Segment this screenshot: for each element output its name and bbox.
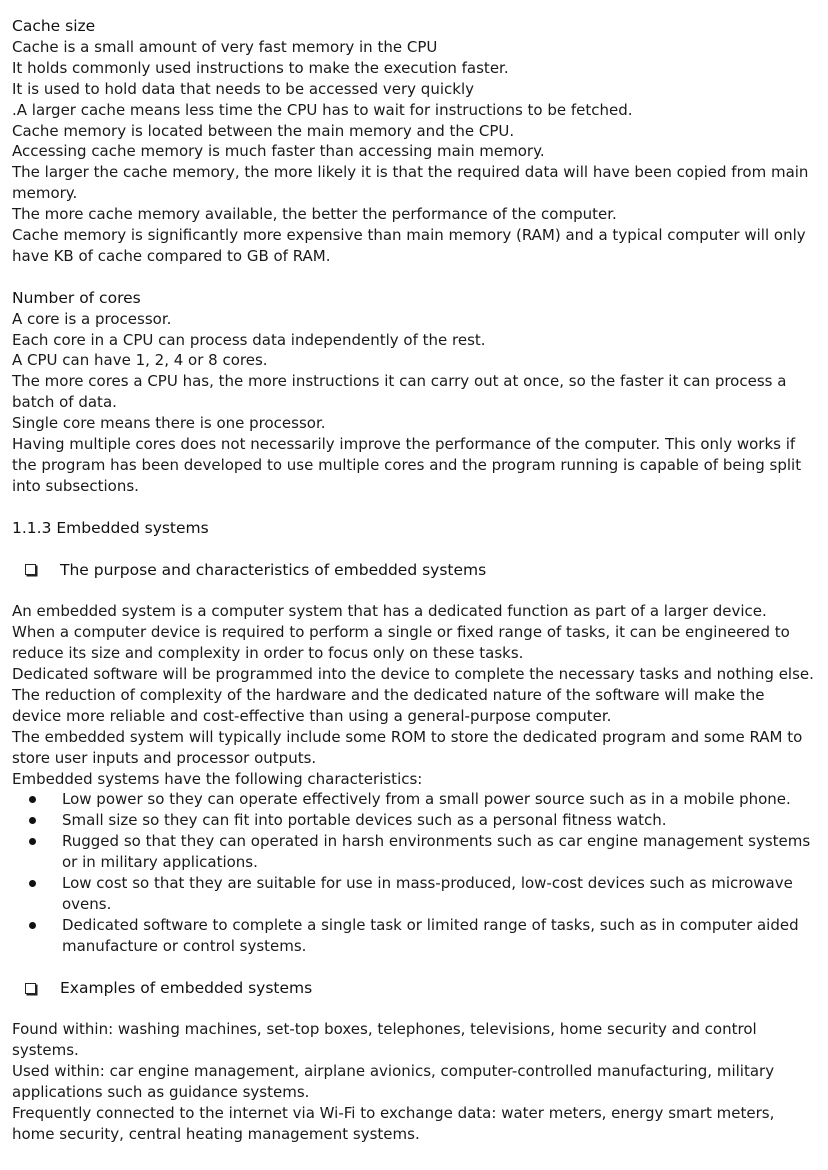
list-item — [12, 873, 816, 915]
characteristics-list — [12, 789, 816, 956]
list-item — [12, 831, 816, 873]
spacer — [12, 998, 816, 1019]
cores-line-2: Each core in a CPU can process data independently of the rest. — [12, 330, 486, 349]
cache-line-5: Cache memory is located between the main memory and the CPU. — [12, 121, 515, 140]
embedded-systems-heading: 1.1.3 Embedded systems — [12, 518, 209, 537]
cores-line-3: A CPU can have 1, 2, 4 or 8 cores. — [12, 351, 268, 370]
spacer — [12, 267, 816, 288]
purpose-line-2: When a computer device is required to perform a single or fixed range of tasks, it can be engineered to reduce its size and complexity in order to focus only on these tasks. — [12, 623, 790, 663]
spacer — [12, 497, 816, 518]
bullet-icon — [29, 922, 36, 929]
examples-line-2: Used within: car engine management, airplane avionics, computer-controlled manufacturing, military applications such as guidance systems. — [12, 1062, 775, 1102]
number-of-cores-heading: Number of cores — [12, 288, 141, 307]
cache-line-8: The more cache memory available, the better the performance of the computer. — [12, 205, 617, 224]
characteristic-text: Dedicated software to complete a single task or limited range of tasks, such as in computer aided manufacture or control systems. — [62, 915, 799, 955]
list-item — [12, 789, 816, 810]
examples-line-3: Frequently connected to the internet via Wi-Fi to exchange data: water meters, energy smart meters, home security, central heating management systems. — [12, 1104, 775, 1143]
characteristic-text: Rugged so that they can operated in harsh environments such as car engine management systems or in military applications. — [62, 832, 811, 872]
purpose-line-3: Dedicated software will be programmed into the device to complete the necessary tasks and nothing else. — [12, 665, 814, 684]
checkbox-icon — [25, 564, 36, 575]
cores-line-5: Single core means there is one processor. — [12, 414, 326, 433]
cache-line-9: Cache memory is significantly more expensive than main memory (RAM) and a typical computer will only have KB of cache compared to GB of RAM. — [12, 226, 806, 265]
cores-line-1: A core is a processor. — [12, 309, 172, 328]
purpose-subheading: The purpose and characteristics of embedded systems — [60, 560, 487, 579]
examples-subheading-row — [12, 978, 816, 999]
purpose-line-5: The embedded system will typically include some ROM to store the dedicated program and some RAM to store user inputs and processor outputs. — [12, 727, 803, 767]
checkbox-icon — [25, 983, 36, 994]
cache-line-7: The larger the cache memory, the more likely it is that the required data will have been copied from main memory. — [12, 163, 809, 203]
cache-size-heading: Cache size — [12, 17, 96, 35]
characteristic-text: Low power so they can operate effectively from a small power source such as in a mobile phone. — [62, 790, 791, 809]
spacer — [12, 539, 816, 560]
bullet-icon — [29, 796, 36, 803]
characteristic-text: Low cost so that they are suitable for use in mass-produced, low-cost devices such as microwave ovens. — [62, 874, 793, 913]
list-item — [12, 915, 816, 957]
examples-line-1: Found within: washing machines, set-top boxes, telephones, televisions, home security and control systems. — [12, 1020, 757, 1060]
bullet-icon — [29, 880, 36, 887]
purpose-subheading-row — [12, 560, 816, 581]
spacer — [12, 957, 816, 978]
characteristic-text: Small size so they can fit into portable devices such as a personal fitness watch. — [62, 811, 667, 830]
cores-line-4: The more cores a CPU has, the more instructions it can carry out at once, so the faster it can process a batch of data. — [12, 372, 787, 412]
cache-line-2: It holds commonly used instructions to make the execution faster. — [12, 58, 509, 77]
cache-line-3: It is used to hold data that needs to be accessed very quickly — [12, 79, 474, 98]
examples-subheading: Examples of embedded systems — [60, 978, 313, 997]
list-item — [12, 810, 816, 831]
spacer — [12, 580, 816, 601]
bullet-icon — [29, 817, 36, 824]
purpose-line-1: An embedded system is a computer system that has a dedicated function as part of a larger device. — [12, 602, 767, 621]
cores-line-6: Having multiple cores does not necessarily improve the performance of the computer. This only works if the program has been developed to use multiple cores and the program running is capable of being split into subsections. — [12, 435, 802, 495]
purpose-line-6: Embedded systems have the following characteristics: — [12, 769, 423, 788]
cache-line-6: Accessing cache memory is much faster than accessing main memory. — [12, 142, 545, 161]
purpose-line-4: The reduction of complexity of the hardware and the dedicated nature of the software will make the device more reliable and cost-effective than using a general-purpose computer. — [12, 685, 765, 725]
bullet-icon — [29, 838, 36, 845]
cache-line-1: Cache is a small amount of very fast memory in the CPU — [12, 37, 438, 56]
cache-line-4: .A larger cache means less time the CPU has to wait for instructions to be fetched. — [12, 100, 633, 119]
